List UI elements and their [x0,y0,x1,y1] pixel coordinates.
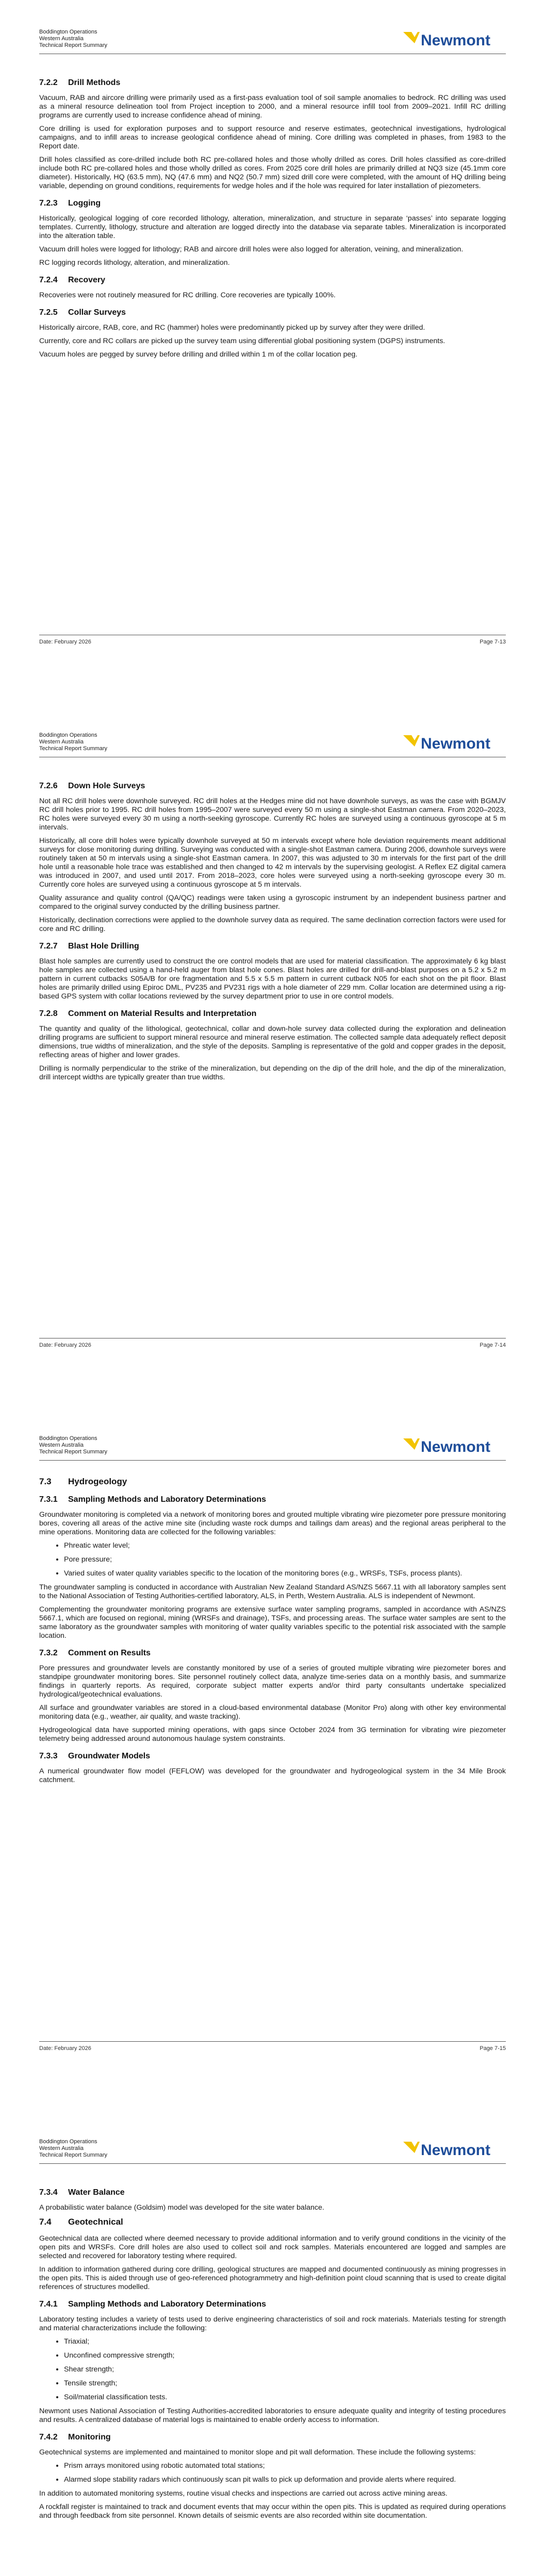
bullet-list [39,2462,506,2484]
logo-wordmark: Newmont [421,1438,490,1455]
subsection-heading [39,1495,506,1504]
subsection-heading [39,2300,506,2309]
header-report-title: Technical Report Summary [39,2152,108,2158]
header-company: Boddington Operations [39,29,97,35]
heading-title: Sampling Methods and Laboratory Determinations [68,1495,267,1504]
footer-page-number: Page 7-14 [480,1342,506,1348]
footer-date: Date: February 2026 [39,2045,91,2052]
bullet-item: • Prism arrays monitored using robotic automated total stations; [64,2462,506,2470]
body-paragraph: The groundwater sampling is conducted in accordance with Australian New Zealand Standard AS/NZS 5667.11 with all laboratory samples sent to the National Association of Testing Authorities-certified laboratory, ALS, in Perth, Western Australia. ALS is independent of Newmont. [39,1583,506,1600]
body-paragraph: Pore pressures and groundwater levels are constantly monitored by use of a series of grouted multiple vibrating wire piezometer bores and standpipe groundwater monitoring bores. Site personnel routinely collect data, analyze time-series data on a monthly basis, and summarize findings in quarterly reports. As required, corporate subject matter experts and/or third party consultants undertake specialized hydrological/geotechnical evaluations. [39,1664,506,1699]
bullet-item: • Shear strength; [64,2365,506,2374]
report-page-2 [0,703,544,1406]
header-region: Western Australia [39,2145,84,2151]
body-paragraph: Geotechnical systems are implemented and maintained to monitor slope and pit wall deformation. These include the following systems: [39,2448,476,2456]
logo-mark-icon [403,735,420,747]
heading-title: Geotechnical [68,2217,123,2227]
body-paragraph: Drill holes classified as core-drilled include both RC pre-collared holes and those wholly drilled as cores. Drill holes classified as core-drilled include both RC pre-collared holes and those wholly drilled as cores. From 2025 core drill holes are primarily drilled at NQ3 size (45.1mm core diameter). Historically, HQ (63.5 mm), NQ (47.6 mm) and NQ2 (50.7 mm) sized drill core were completed, with the amount of HQ drilling being variable, depending on ground conditions, requirements for wedge holes and if the hole was required for later installation of piezometers. [39,156,506,190]
heading-number: 7.4 [39,2217,52,2227]
heading-number: 7.3.1 [39,1495,58,1504]
bullet-item: • Soil/material classification tests. [64,2393,506,2402]
bullet-list [39,1541,506,1578]
bullet-item: • Unconfined compressive strength; [64,2351,506,2360]
body-paragraph: A rockfall register is maintained to track and document events that may occur within the open pits. This is updated as required during operations and through feedback from site personnel. Known details of seismic events are also recorded within site documentation. [39,2503,506,2520]
body-paragraph: A probabilistic water balance (Goldsim) model was developed for the site water balance. [39,2204,324,2212]
newmont-logo [402,2138,505,2160]
logo-mark-icon [403,32,420,43]
heading-number: 7.2.5 [39,308,58,317]
header-rule [39,2163,506,2164]
newmont-logo [402,1434,505,1457]
subsection-heading [39,1649,506,1658]
heading-title: Groundwater Models [68,1752,151,1760]
page-body [39,70,506,364]
logo-mark-icon [403,2142,420,2153]
subsection-heading [39,782,506,791]
report-page-1 [0,0,544,703]
body-paragraph: Newmont uses National Association of Testing Authorities-accredited laboratories to ensure adequate quality and integrity of testing procedures and results. A centralized database of material logs is maintained to enable orderly access to information. [39,2407,506,2424]
page-footer [39,2045,506,2052]
subsection-heading [39,2188,506,2197]
bullet-item: • Varied suites of water quality variables specific to the location of the monitoring bores (e.g., WRSFs, TSFs, process plants). [64,1569,506,1578]
section-heading [39,2217,506,2227]
heading-title: Blast Hole Drilling [68,942,139,951]
body-paragraph: Hydrogeological data have supported mining operations, with gaps since October 2024 from 3G termination for vibrating wire piezometer telemetry being addressed around autonomous haulage system constraints. [39,1726,506,1743]
footer-rule [39,2041,506,2042]
heading-title: Hydrogeology [68,1477,127,1486]
heading-title: Recovery [68,276,106,284]
body-paragraph: Complementing the groundwater monitoring programs are extensive surface water sampling programs, sampled in accordance with AS/NZS 5667.1, which are focused on regional, mining (WRSFs and drainage), TSFs, and processing areas. The surface water samples are sent to the same laboratory as the groundwater samples with monitoring of water quality variables specific to the potential risk associated with the sample location. [39,1605,506,1640]
bullet-item: • Phreatic water level; [64,1541,506,1550]
header-report-title: Technical Report Summary [39,42,108,48]
heading-number: 7.2.4 [39,276,58,284]
page-header [39,1435,107,1455]
body-paragraph: Vacuum holes are pegged by survey before drilling and drilled within 1 m of the collar location peg. [39,350,358,359]
subsection-heading [39,308,506,317]
header-report-title: Technical Report Summary [39,745,108,752]
bullet-list [39,2337,506,2402]
header-company: Boddington Operations [39,732,97,738]
header-region: Western Australia [39,36,84,42]
heading-title: Monitoring [68,2433,111,2442]
heading-number: 7.3.3 [39,1752,58,1760]
subsection-heading [39,942,506,951]
page-header [39,732,107,752]
heading-title: Collar Surveys [68,308,126,317]
heading-number: 7.2.2 [39,78,58,87]
logo-wordmark: Newmont [421,2142,490,2159]
page-body [39,1477,506,1789]
heading-title: Comment on Results [68,1649,151,1657]
heading-number: 7.3.2 [39,1649,58,1657]
page-body [39,2180,506,2525]
bullet-item: • Alarmed slope stability radars which continuously scan pit walls to pick up deformation and provide alerts where required. [64,2476,506,2484]
page-body [39,773,506,1087]
heading-number: 7.2.7 [39,942,58,951]
subsection-heading [39,1009,506,1019]
body-paragraph: Historically aircore, RAB, core, and RC (hammer) holes were predominantly picked up by survey after they were drilled. [39,324,425,332]
body-paragraph: Vacuum, RAB and aircore drilling were primarily used as a first-pass evaluation tool of soil sample anomalies to bedrock. RC drilling was used as a mineral resource delineation tool from Project inception to 2000, and a mineral resource infill tool from 2009–2021. Infill RC drilling programs are currently used to increase confidence ahead of mining. [39,94,506,120]
heading-number: 7.2.6 [39,782,58,790]
body-paragraph: Drilling is normally perpendicular to the strike of the mineralization, but depending on the dip of the drill hole, and the dip of the mineralization, drill intercept widths are typically greater than true widths. [39,1064,506,1081]
body-paragraph: Historically, geological logging of core recorded lithology, alteration, mineralization, and structure in separate ‘passes’ into separate logging templates. Currently, lithology, structure and alteration are logged directly into the database via separate tables. Mineralization is incorporated into the alteration table. [39,214,506,240]
page-header [39,29,107,49]
heading-title: Water Balance [68,2188,125,2197]
body-paragraph: Blast hole samples are currently used to construct the ore control models that are used for material classification. The approximately 6 kg blast hole samples are collected using a hand-held auger from blast hole cones. Blast holes are drilled for drill-and-blast purposes on a 5.2 x 5.2 m pattern in current cutbacks S05A/B for ore fragmentation and 5.5 x 5.5 m pattern in current cutback N05 for each shot on the pit floor. Blast holes are primarily drilled using Epiroc DML, PV235 and PV231 rigs with a hole diameter of 229 mm. Collar location are determined using a rig-based GPS system with collar locations reviewed by the survey department prior to use in ore control models. [39,957,506,1001]
page-footer [39,1342,506,1348]
body-paragraph: The quantity and quality of the lithological, geotechnical, collar and down-hole survey data collected during the exploration and delineation drilling programs are sufficient to support mineral resource and mineral reserve estimation. The collected sample data adequately reflect deposit dimensions, true widths of mineralization, and the style of the deposits. Sampling is representative of the gold and copper grades in the deposit, reflecting areas of higher and lower grades. [39,1025,506,1059]
newmont-logo [402,28,505,50]
body-paragraph: Geotechnical data are collected where deemed necessary to provide additional information and to verify ground conditions in the vicinity of the open pits and WRSFs. Core drill holes are also used to collect soil and rock samples. Materials encountered are logged and samples are selected and recovered for laboratory testing where required. [39,2234,506,2260]
body-paragraph: Not all RC drill holes were downhole surveyed. RC drill holes at the Hedges mine did not have downhole surveys, as was the case with BGMJV RC drill holes prior to 1995. RC drill holes from 1995–2007 were surveyed every 50 m using a single-shot Eastman camera. From 2020–2023, RC holes were surveyed every 30 m using a north-seeking gyroscope. Currently RC holes are surveyed using a continuous gyroscope at 5 m intervals. [39,797,506,832]
body-paragraph: Laboratory testing includes a variety of tests used to derive engineering characteristics of soil and rock materials. Materials testing for strength and material characterizations include the following: [39,2315,506,2332]
logo-wordmark: Newmont [421,735,490,752]
heading-number: 7.3.4 [39,2188,58,2197]
subsection-heading [39,78,506,88]
body-paragraph: All surface and groundwater variables are stored in a cloud-based environmental database (Monitor Pro) along with other key environmental monitoring data (e.g., weather, air quality, and waste tracking). [39,1704,506,1721]
body-paragraph: A numerical groundwater flow model (FEFLOW) was developed for the groundwater and hydrogeological system in the 34 Mile Brook catchment. [39,1767,506,1784]
body-paragraph: Historically, all core drill holes were typically downhole surveyed at 50 m intervals except where hole deviation requirements meant additional surveys for close monitoring during drilling. Surveying was conducted with a single-shot Eastman camera. During 2006, downhole surveys were routinely taken at 50 m intervals using a single-shot Eastman camera. In 2007, this was adjusted to 30 m intervals for the first part of the drill hole until a reasonable hole trace was established and then changed to 42 m intervals by the supervising geologist. A Reflex EZ digital camera was introduced in 2007, and used until 2017. From 2018–2023, core holes were surveyed using a north-seeking gyroscope every 30 m. Currently core holes are surveyed using a continuous gyroscope at 5 m intervals. [39,837,506,889]
header-company: Boddington Operations [39,1435,97,1442]
heading-title: Logging [68,199,101,208]
body-paragraph: Recoveries were not routinely measured for RC drilling. Core recoveries are typically 100%. [39,291,336,299]
subsection-heading [39,199,506,208]
footer-page-number: Page 7-13 [480,639,506,645]
newmont-logo [402,731,505,754]
heading-title: Drill Methods [68,78,121,87]
body-paragraph: Groundwater monitoring is completed via a network of monitoring bores and grouted multiple vibrating wire piezometer pore pressure monitoring bores, covering all areas of the active mine site (including waste rock dumps and tailings dam areas) and the regional areas peripheral to the mine operations. Monitoring data are collected for the following variables: [39,1511,506,1536]
body-paragraph: RC logging records lithology, alteration, and mineralization. [39,259,230,267]
header-region: Western Australia [39,1442,84,1448]
header-company: Boddington Operations [39,2139,97,2145]
section-heading [39,1477,506,1487]
bullet-item: • Pore pressure; [64,1555,506,1564]
body-paragraph: Vacuum drill holes were logged for lithology; RAB and aircore drill holes were also logged for alteration, veining, and mineralization. [39,245,464,253]
body-paragraph: Core drilling is used for exploration purposes and to support resource and reserve estimates, geotechnical investigations, hydrological campaigns, and to infill areas to increase geological confidence ahead of mining. Core drilling was completed in phases, from 1983 to the Report date. [39,125,506,150]
heading-title: Sampling Methods and Laboratory Determinations [68,2300,267,2309]
heading-number: 7.3 [39,1477,52,1486]
logo-mark-icon [403,1438,420,1450]
subsection-heading [39,276,506,285]
heading-title: Down Hole Surveys [68,782,145,790]
heading-number: 7.2.3 [39,199,58,208]
heading-number: 7.2.8 [39,1009,58,1018]
header-report-title: Technical Report Summary [39,1449,108,1455]
body-paragraph: Historically, declination corrections were applied to the downhole survey data as required. The same declination correction factors were used for core and RC drilling. [39,916,506,933]
bullet-item: • Tensile strength; [64,2379,506,2388]
body-paragraph: In addition to information gathered during core drilling, geological structures are mapped and documented continuously as mining progresses in the open pits. This is aided through use of geo-referenced photogrammetry and high-definition point cloud scanning that is used to create digital references of structures modelled. [39,2265,506,2291]
subsection-heading [39,1752,506,1761]
body-paragraph: Currently, core and RC collars are picked up the survey team using differential global positioning system (DGPS) instruments. [39,337,446,345]
bullet-item: • Triaxial; [64,2337,506,2346]
page-footer [39,639,506,645]
body-paragraph: In addition to automated monitoring systems, routine visual checks and inspections are carried out across active mining areas. [39,2489,448,2498]
heading-title: Comment on Material Results and Interpretation [68,1009,257,1018]
footer-date: Date: February 2026 [39,1342,91,1348]
header-rule [39,1460,506,1461]
footer-page-number: Page 7-15 [480,2045,506,2052]
report-page-4 [0,2110,544,2576]
logo-wordmark: Newmont [421,32,490,49]
heading-number: 7.4.2 [39,2433,58,2442]
footer-date: Date: February 2026 [39,639,91,645]
subsection-heading [39,2433,506,2442]
header-region: Western Australia [39,739,84,745]
page-header [39,2139,107,2159]
body-paragraph: Quality assurance and quality control (QA/QC) readings were taken using a gyroscopic instrument by an independent business partner and compared to the original survey conducted by the drilling business partner. [39,894,506,911]
heading-number: 7.4.1 [39,2300,58,2309]
report-page-3 [0,1406,544,2110]
